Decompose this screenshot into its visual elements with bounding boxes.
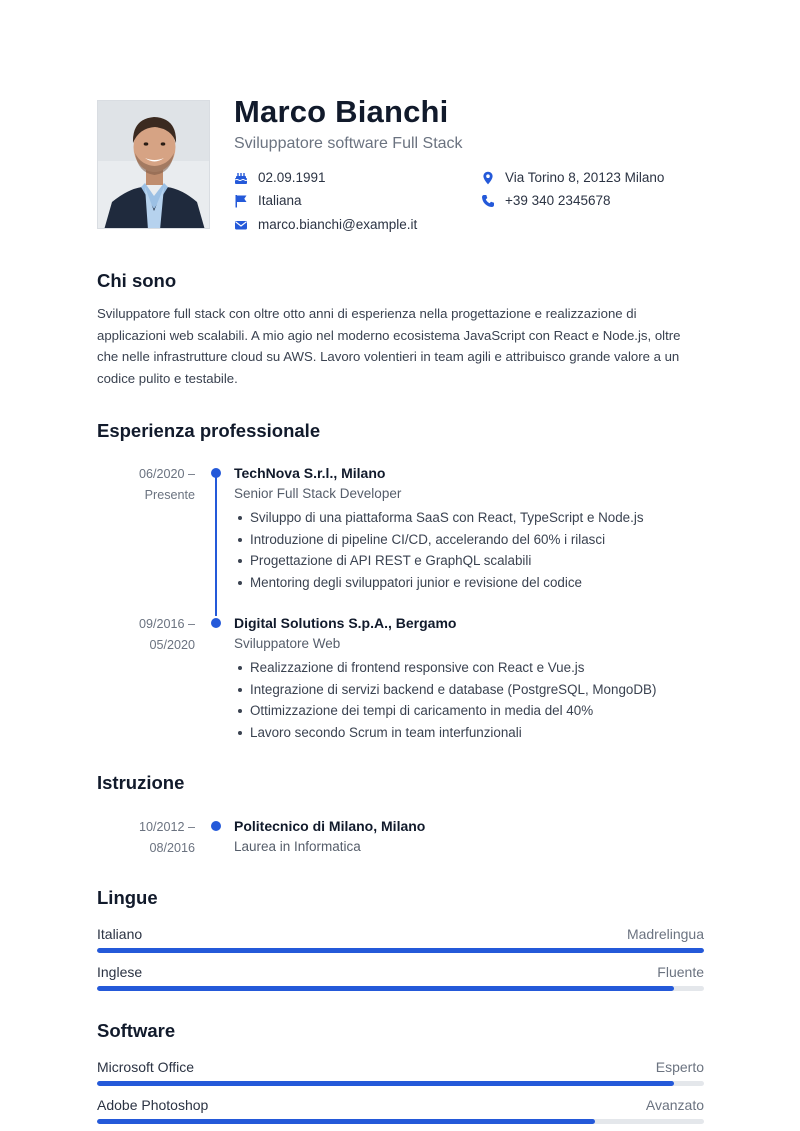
software-heading: Software xyxy=(97,1020,176,1041)
list-item: Introduzione di pipeline CI/CD, accelerando del 60% i rilasci xyxy=(234,529,704,551)
experience-details xyxy=(234,464,704,594)
date-start: 06/2020 – xyxy=(138,467,195,481)
list-item: Progettazione di API REST e GraphQL scalabili xyxy=(234,550,704,572)
language-skill xyxy=(97,926,704,956)
location-pin-icon xyxy=(481,171,495,185)
languages-heading: Lingue xyxy=(97,887,158,908)
job-role: Senior Full Stack Developer xyxy=(234,486,402,501)
date-start: 10/2012 – xyxy=(138,820,195,834)
resume-header xyxy=(97,94,704,238)
profile-photo xyxy=(97,100,210,229)
employer: TechNova S.r.l., Milano xyxy=(234,465,386,481)
birthdate-text: 02.09.1991 xyxy=(258,170,326,185)
nationality-text: Italiana xyxy=(258,193,302,208)
skill-name: Italiano xyxy=(97,926,143,942)
skill-bar-track xyxy=(97,1119,704,1124)
envelope-icon xyxy=(234,218,248,232)
skill-level: Madrelingua xyxy=(626,926,704,942)
list-item: Integrazione di servizi backend e database (PostgreSQL, MongoDB) xyxy=(234,679,704,701)
date-end: 05/2020 xyxy=(149,637,195,652)
about-text: Sviluppatore full stack con oltre otto anni di esperienza nella progettazione e realizzazione di applicazioni web scalabili. A mio agio nel moderno ecosistema JavaScript con React e Node.js, oltre che nelle infrastrutture cloud su AWS. Lavoro volentieri in team agili e attribuisco grande valore a un codice pulito e testabile. xyxy=(97,306,681,387)
responsibilities-list xyxy=(234,507,704,594)
list-item: Mentoring degli sviluppatori junior e revisione del codice xyxy=(234,572,704,594)
list-item: Ottimizzazione dei tempi di caricamento in media del 40% xyxy=(234,700,704,722)
skill-name: Microsoft Office xyxy=(97,1059,194,1075)
skill-bar-fill xyxy=(97,986,674,991)
institution: Politecnico di Milano, Milano xyxy=(234,818,426,834)
job-role: Sviluppatore Web xyxy=(234,636,341,651)
employer: Digital Solutions S.p.A., Bergamo xyxy=(234,615,457,631)
list-item: Lavoro secondo Scrum in team interfunzionali xyxy=(234,722,704,744)
software-skill xyxy=(97,1097,704,1127)
experience-heading: Esperienza professionale xyxy=(97,420,321,441)
birthday-cake-icon xyxy=(234,171,248,185)
skill-bar-fill xyxy=(97,948,704,953)
skill-bar-track xyxy=(97,1081,704,1086)
education-heading: Istruzione xyxy=(97,772,185,793)
email-text: marco.bianchi@example.it xyxy=(258,217,418,232)
timeline-dot xyxy=(211,821,221,831)
list-item: Realizzazione di frontend responsive con React e Vue.js xyxy=(234,657,704,679)
phone-text: +39 340 2345678 xyxy=(505,193,611,208)
education-details xyxy=(234,817,704,856)
experience-details xyxy=(234,614,704,744)
experience-date xyxy=(97,464,195,505)
date-end: Presente xyxy=(144,487,195,502)
language-skill xyxy=(97,964,704,994)
skill-bar-track xyxy=(97,948,704,953)
skill-level: Fluente xyxy=(657,964,704,980)
timeline-line xyxy=(215,474,217,616)
skill-level: Avanzato xyxy=(645,1097,704,1113)
responsibilities-list xyxy=(234,657,704,744)
skill-bar-track xyxy=(97,986,704,991)
list-item: Sviluppo di una piattaforma SaaS con React, TypeScript e Node.js xyxy=(234,507,704,529)
skill-name: Adobe Photoshop xyxy=(97,1097,209,1113)
contact-info xyxy=(234,170,704,240)
skill-bar-fill xyxy=(97,1081,674,1086)
skill-name: Inglese xyxy=(97,964,143,980)
email-item[interactable] xyxy=(234,217,417,232)
candidate-name: Marco Bianchi xyxy=(234,94,449,129)
address-item xyxy=(481,170,664,185)
skill-bar-fill xyxy=(97,1119,595,1124)
software-skill xyxy=(97,1059,704,1089)
education-date xyxy=(97,817,195,858)
phone-item[interactable] xyxy=(481,193,610,208)
experience-date xyxy=(97,614,195,655)
timeline-dot xyxy=(211,618,221,628)
resume-page xyxy=(97,94,704,1113)
flag-icon xyxy=(234,194,248,208)
candidate-title: Sviluppatore software Full Stack xyxy=(234,135,463,152)
nationality-item xyxy=(234,193,302,208)
birthdate-item xyxy=(234,170,326,185)
date-end: 08/2016 xyxy=(149,840,195,855)
about-heading: Chi sono xyxy=(97,270,177,291)
address-text: Via Torino 8, 20123 Milano xyxy=(505,170,665,185)
phone-icon xyxy=(481,194,495,208)
skill-level: Esperto xyxy=(655,1059,704,1075)
degree: Laurea in Informatica xyxy=(234,839,361,854)
date-start: 09/2016 – xyxy=(138,617,195,631)
